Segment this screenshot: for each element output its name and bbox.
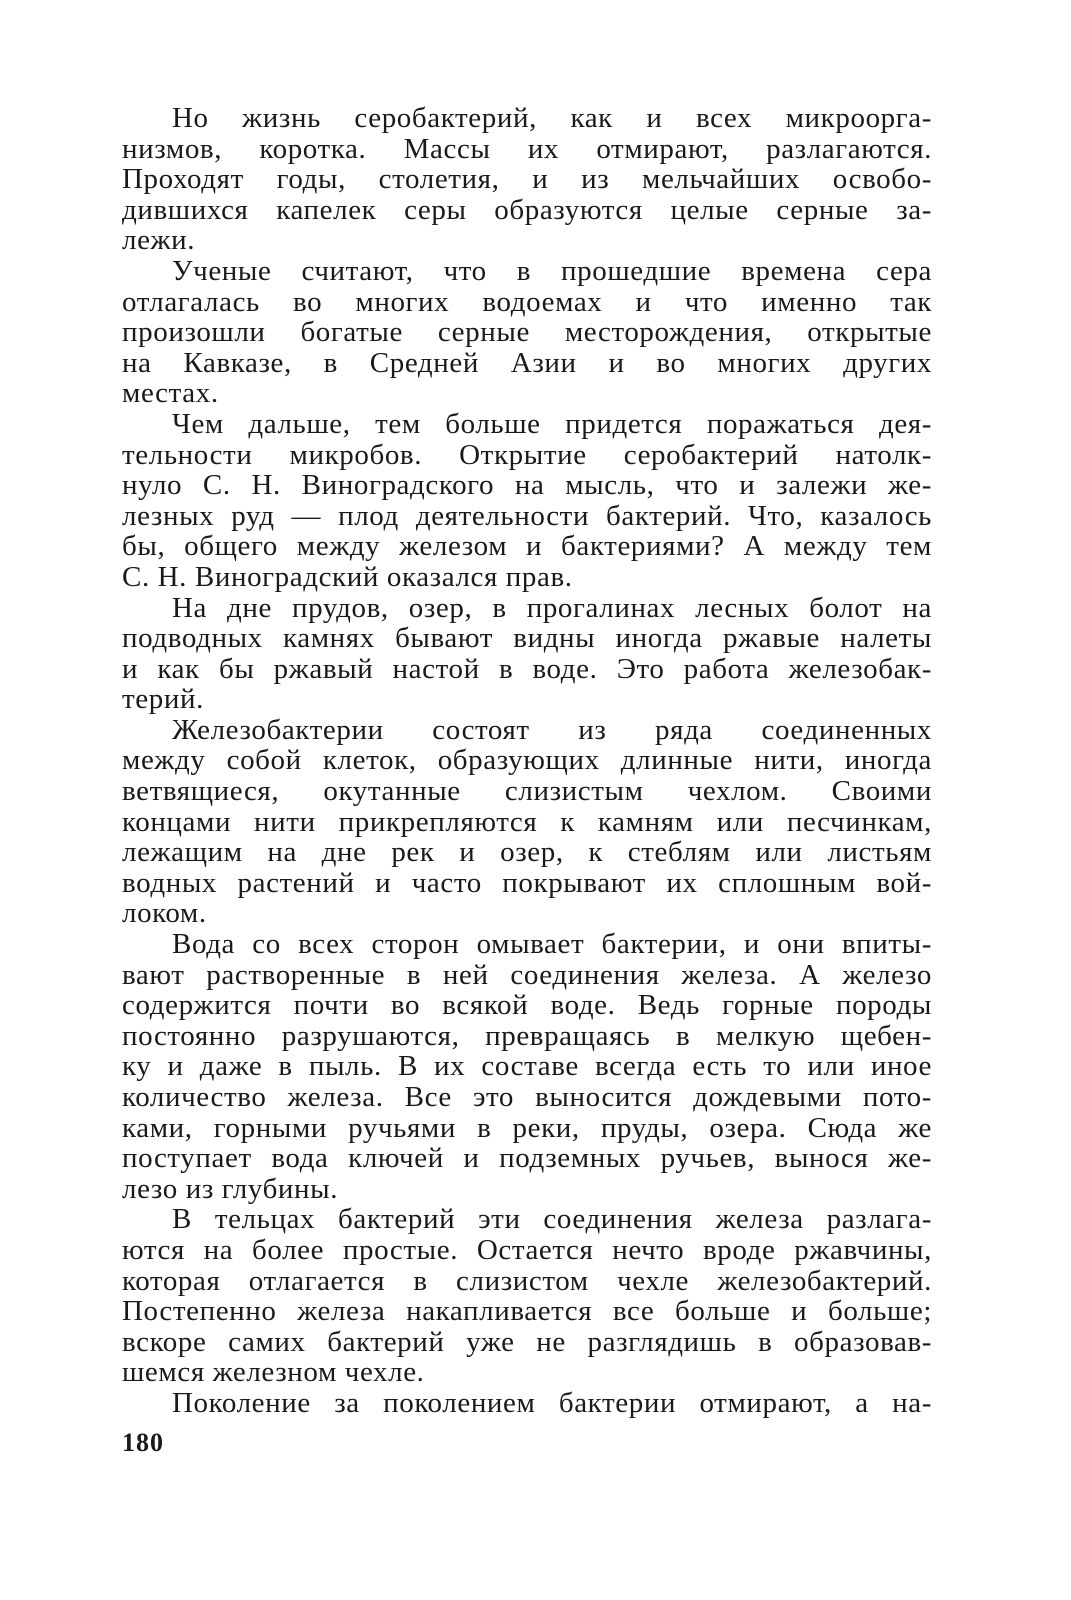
text-line: Железобактерии состоят из ряда соединенных (172, 713, 932, 746)
text-line: отлагалась во многих водоемах и что именно так (122, 285, 932, 318)
text-line: Проходят годы, столетия, и из мельчайших освобо- (122, 163, 932, 196)
text-line: на Кавказе, в Средней Азии и во многих других (122, 346, 932, 379)
text-line: между собой клеток, образующих длинные нити, иногда (122, 744, 932, 777)
text-line: нуло С. Н. Виноградского на мысль, что и залежи же- (122, 469, 932, 502)
text-line: ются на более простые. Остается нечто вроде ржавчины, (122, 1233, 932, 1266)
text-line: низмов, коротка. Массы их отмирают, разлагаются. (122, 132, 932, 165)
text-line: лезо из глубины. (122, 1172, 339, 1205)
text-line: ку и даже в пыль. В их составе всегда есть то или иное (122, 1050, 932, 1083)
text-line: местах. (122, 377, 219, 410)
text-line: шемся железном чехле. (122, 1356, 425, 1389)
text-line: водных растений и часто покрывают их сплошным вой- (122, 866, 932, 899)
text-line: произошли богатые серные месторождения, открытые (122, 316, 932, 349)
text-line: Ученые считают, что в прошедшие времена сера (172, 254, 932, 287)
text-line: Постепенно железа накапливается все больше и больше; (122, 1295, 932, 1328)
text-line: бы, общего между железом и бактериями? А между тем (122, 530, 932, 563)
text-line: содержится почти во всякой воде. Ведь горные породы (122, 989, 932, 1022)
text-line: ками, горными ручьями в реки, пруды, озера. Сюда же (122, 1111, 932, 1144)
text-line: постоянно разрушаются, превращаясь в мелкую щебен- (122, 1019, 932, 1052)
text-line: терий. (122, 683, 204, 716)
text-line: Чем дальше, тем больше придется поражаться дея- (172, 407, 932, 440)
text-line: количество железа. Все это выносится дождевыми пото- (122, 1081, 932, 1113)
text-line: В тельцах бактерий эти соединения железа разлага- (172, 1203, 932, 1236)
text-line: подводных камнях бывают видны иногда ржавые налеты (122, 622, 932, 655)
text-line: На дне прудов, озер, в прогалинах лесных болот на (172, 591, 932, 624)
text-line: концами нити прикрепляются к камням или песчинкам, (122, 805, 932, 838)
text-line: поступает вода ключей и подземных ручьев, вынося же- (122, 1142, 932, 1175)
text-line: вскоре самих бактерий уже не разглядишь в образовав- (122, 1325, 932, 1358)
body-text (122, 103, 932, 1419)
page-number: 180 (122, 1428, 164, 1457)
text-line: тельности микробов. Открытие серобактерий натолк- (122, 438, 932, 471)
text-line: которая отлагается в слизистом чехле железобактерий. (122, 1264, 932, 1297)
text-line: и как бы ржавый настой в воде. Это работа железобак- (122, 652, 932, 685)
text-line: дившихся капелек серы образуются целые серные за- (122, 193, 932, 226)
text-line: лежи. (122, 224, 196, 257)
text-line: Вода со всех сторон омывает бактерии, и они впиты- (172, 928, 932, 961)
text-line: локом. (122, 897, 207, 930)
text-line: лезных руд — плод деятельности бактерий. Что, казалось (122, 499, 932, 532)
text-line: Но жизнь серобактерий, как и всех микроорга- (172, 102, 932, 134)
text-line: вают растворенные в ней соединения железа. А железо (122, 958, 932, 991)
text-line: лежащим на дне рек и озер, к стеблям или листьям (122, 836, 932, 869)
text-line: С. Н. Виноградский оказался прав. (122, 560, 573, 593)
text-line: Поколение за поколением бактерии отмирают, а на- (172, 1386, 932, 1419)
text-line: ветвящиеся, окутанные слизистым чехлом. Своими (122, 775, 932, 808)
